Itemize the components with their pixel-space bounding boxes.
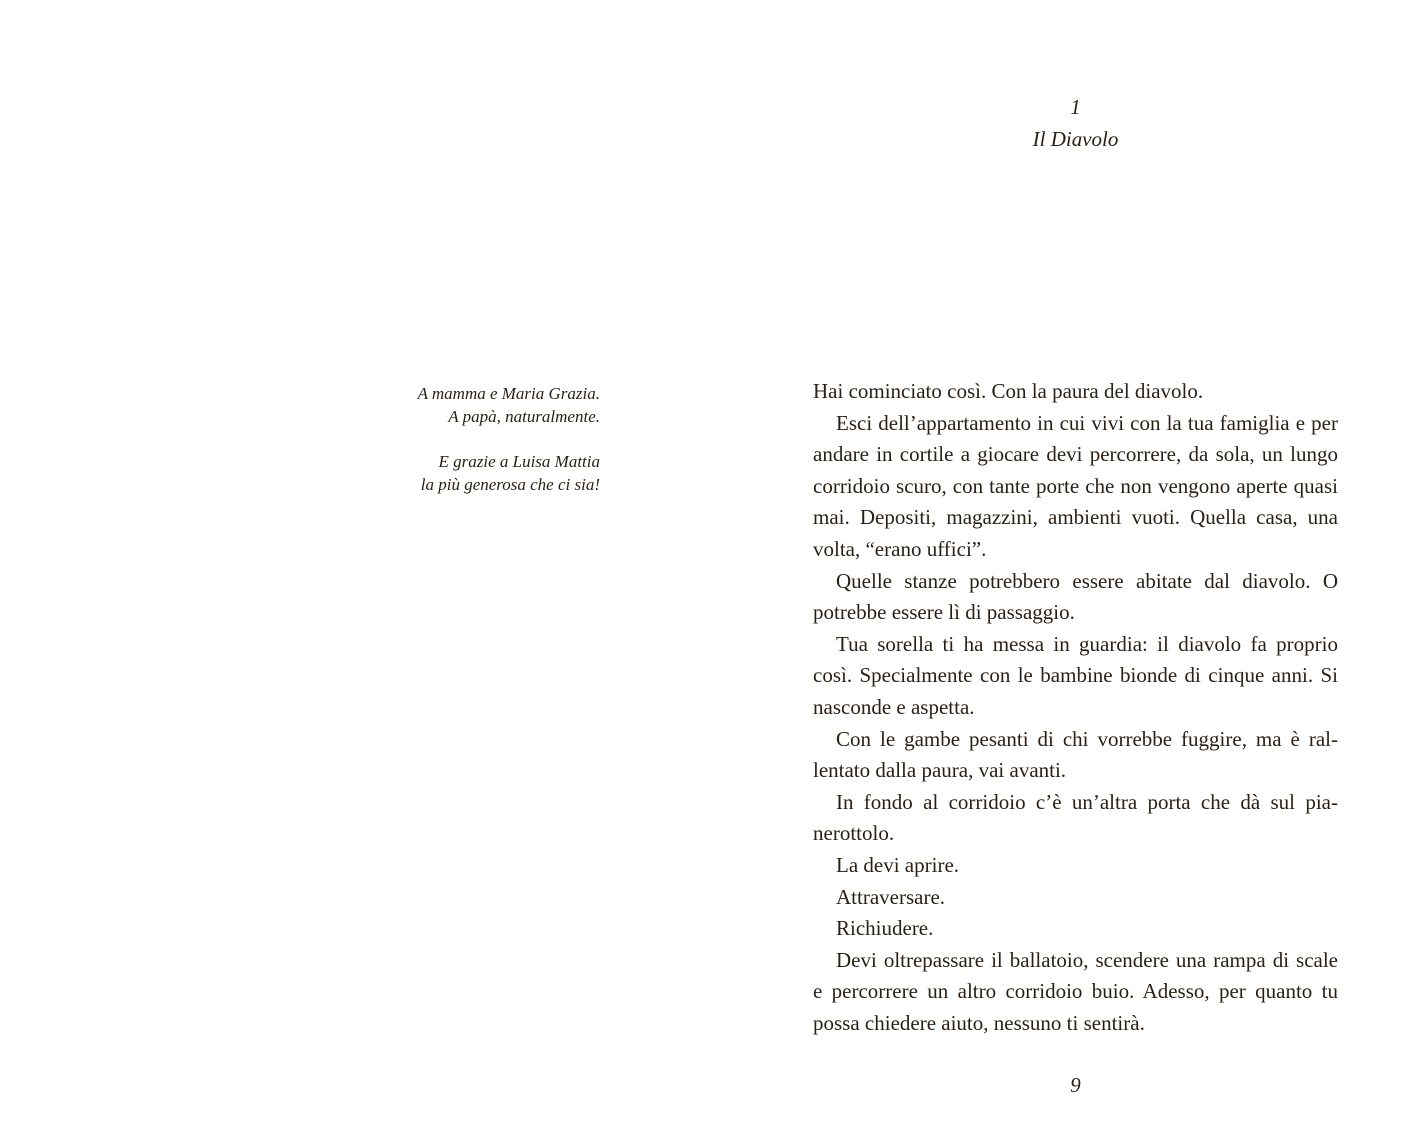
paragraph: Attraversare. [836, 884, 946, 909]
chapter-number: 1 [1070, 95, 1081, 119]
dedication-line: A mamma e Maria Grazia. [417, 384, 600, 403]
chapter-body [813, 376, 1338, 1039]
chapter-title: Il Diavolo [1032, 127, 1119, 151]
paragraph: Richiudere. [836, 916, 934, 941]
dedication-line: A papà, naturalmente. [448, 407, 600, 426]
dedication [270, 382, 600, 496]
paragraph: Esci dell’appartamento in cui vivi con la tua famiglia e per andare in cortile a giocare devi percorrere, da sola, un lungo corridoio scuro, con tante porte che non vengono aperte quasi mai. Depositi, magazzini, ambienti vuoti. Quella casa, una volta, “erano uffici”. [813, 410, 1338, 561]
paragraph: Con le gambe pesanti di chi vorrebbe fuggire, ma è rallentato dalla paura, vai avanti. [813, 726, 1338, 783]
paragraph: Tua sorella ti ha messa in guardia: il diavolo fa proprio così. Specialmente con le bambine bionde di cinque anni. Si nasconde e aspetta. [813, 631, 1338, 719]
paragraph: Hai cominciato così. Con la paura del diavolo. [813, 379, 1204, 403]
page-number: 9 [1070, 1073, 1081, 1097]
dedication-spacer [270, 428, 600, 450]
paragraph: In fondo al corridoio c’è un’altra porta che dà sul pianerottolo. [813, 789, 1338, 846]
paragraph: Devi oltrepassare il ballatoio, scendere una rampa di scale e percorrere un altro corridoio buio. Adesso, per quanto tu possa chiedere aiuto, nessuno ti sentirà. [813, 947, 1338, 1035]
paragraph: Quelle stanze potrebbero essere abitate dal diavolo. O potrebbe essere lì di passaggio. [813, 568, 1338, 625]
paragraph: La devi aprire. [836, 852, 960, 877]
dedication-line: E grazie a Luisa Mattia [438, 452, 600, 471]
left-page [0, 0, 708, 1122]
dedication-line: la più generosa che ci sia! [420, 475, 600, 494]
right-page [708, 0, 1417, 1122]
